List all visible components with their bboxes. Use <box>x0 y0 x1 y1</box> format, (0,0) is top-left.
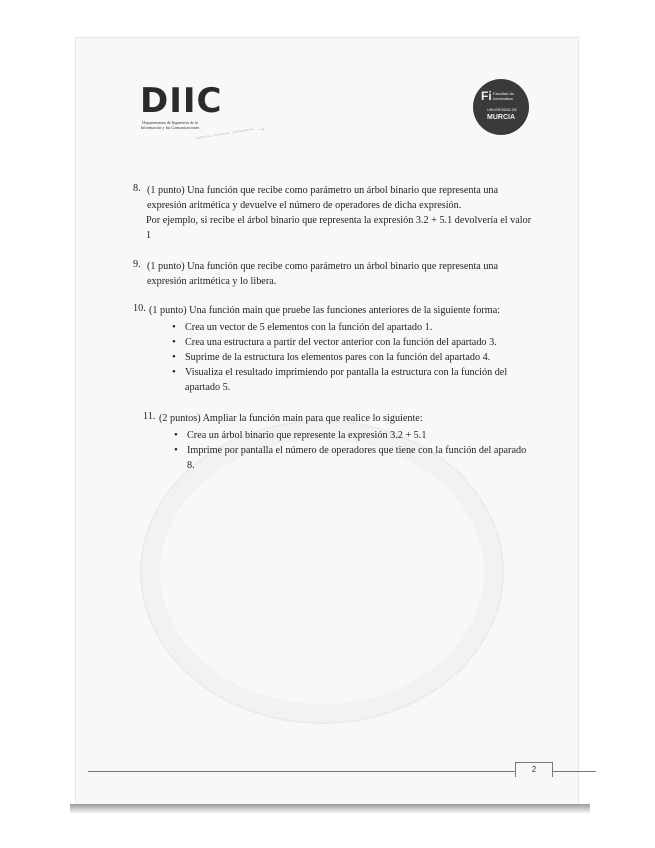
question-text: (1 punto) Una función main que pruebe las funciones anteriores de la siguiente forma: <box>149 305 501 316</box>
list-item: • Crea un vector de 5 elementos con la función del apartado 1. <box>169 320 533 335</box>
question-number: 11. <box>143 411 156 422</box>
question-number: 9. <box>133 259 141 270</box>
question-11 <box>143 411 533 473</box>
question-text: (1 punto) Una función que recibe como parámetro un árbol binario que representa una expresión aritmética y devuelve el número de operadores de dicha expresión. <box>147 185 499 211</box>
question-text: (1 punto) Una función que recibe como parámetro un árbol binario que representa una expresión aritmética y lo libera. <box>147 261 499 287</box>
faculty-icon: Fi <box>481 89 492 103</box>
question-number: 8. <box>133 183 141 194</box>
handwritten-scribble: ~~~ ~~~ ~~~~ → <box>194 122 268 145</box>
question-8 <box>133 183 533 243</box>
list-item: • Imprime por pantalla el número de operadores que tiene con la función del aparado 8. <box>171 443 533 473</box>
question-9 <box>133 259 533 289</box>
faculty-seal-university: UNIVERSIDAD DE <box>487 108 517 112</box>
department-logo-text: Departamento de Ingeniería de la Información y las Comunicaciones <box>140 120 200 130</box>
question-text: (2 puntos) Ampliar la función main para que realice lo siguiente: <box>159 413 423 424</box>
list-item: • Crea una estructura a partir del vector anterior con la función del apartado 3. <box>169 335 533 350</box>
faculty-seal-name: Facultad de Informática <box>493 91 514 101</box>
list-item: • Visualiza el resultado imprimiendo por pantalla la estructura con la función del apartado 5. <box>169 365 533 395</box>
list-item: • Suprime de la estructura los elementos pares con la función del apartado 4. <box>169 350 533 365</box>
question-text: Por ejemplo, si recibe el árbol binario que representa la expresión 3.2 + 5.1 devolvería el valor 1 <box>146 215 532 241</box>
page-number: 2 <box>531 765 537 774</box>
faculty-seal-city: MURCIA <box>487 114 515 121</box>
question-10 <box>133 303 533 395</box>
question-number: 10. <box>133 303 146 314</box>
page-number-box <box>515 762 553 777</box>
list-item: • Crea un árbol binario que represente la expresión 3.2 + 5.1 <box>171 428 533 443</box>
department-logo-mark: DIIC <box>140 81 223 121</box>
